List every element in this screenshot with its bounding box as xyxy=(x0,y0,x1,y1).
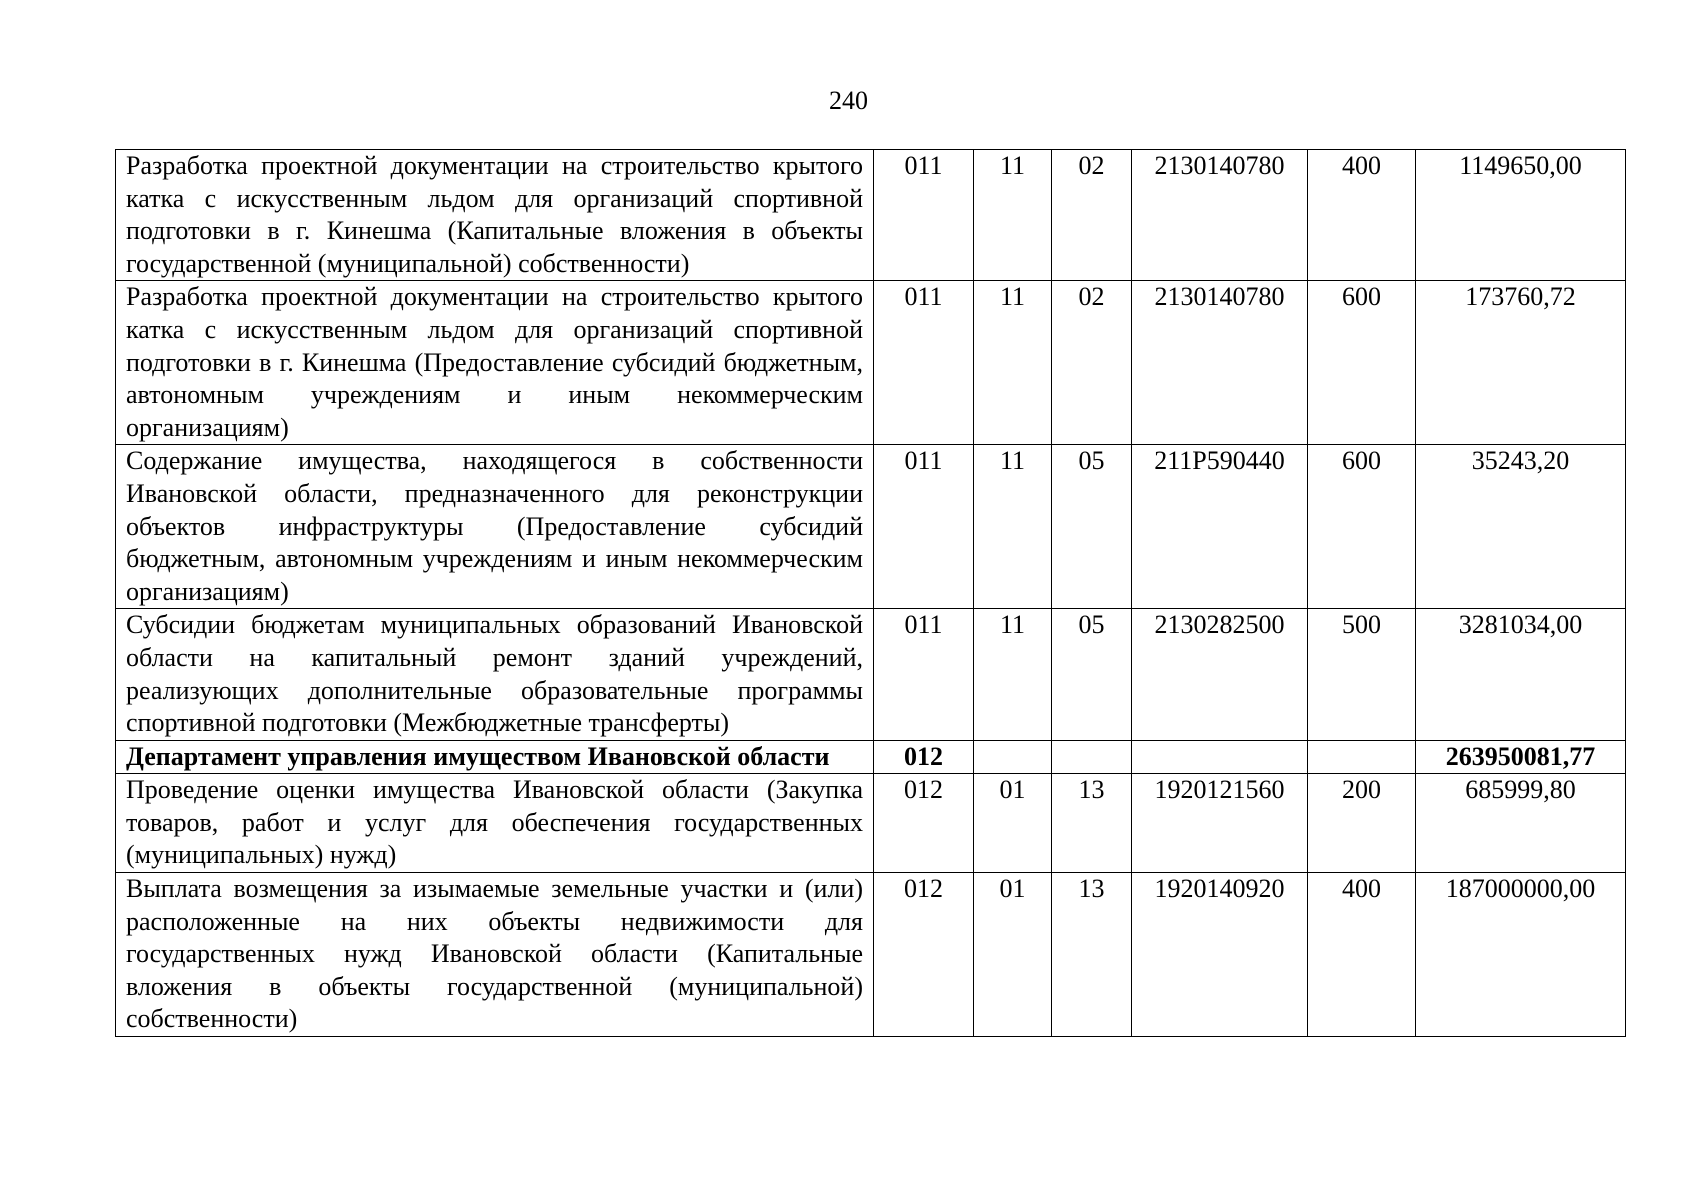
section-code: 01 xyxy=(974,873,1052,1037)
table-row xyxy=(116,445,1626,609)
ministry-code: 011 xyxy=(874,609,974,740)
amount: 685999,80 xyxy=(1416,774,1626,873)
ministry-code: 012 xyxy=(874,873,974,1037)
table-row xyxy=(116,609,1626,740)
subsection-code: 02 xyxy=(1052,150,1132,281)
expense-type-code xyxy=(1308,740,1416,774)
table-row xyxy=(116,774,1626,873)
subsection-code: 05 xyxy=(1052,445,1132,609)
target-article-code: 1920140920 xyxy=(1132,873,1308,1037)
amount: 35243,20 xyxy=(1416,445,1626,609)
section-code xyxy=(974,740,1052,774)
section-code: 11 xyxy=(974,150,1052,281)
table-row xyxy=(116,873,1626,1037)
target-article-code: 2130140780 xyxy=(1132,281,1308,445)
expense-type-code: 400 xyxy=(1308,150,1416,281)
expense-type-code: 600 xyxy=(1308,445,1416,609)
department-row xyxy=(116,740,1626,774)
amount: 173760,72 xyxy=(1416,281,1626,445)
table-row xyxy=(116,281,1626,445)
target-article-code xyxy=(1132,740,1308,774)
section-code: 01 xyxy=(974,774,1052,873)
subsection-code: 05 xyxy=(1052,609,1132,740)
ministry-code: 012 xyxy=(874,774,974,873)
ministry-code: 011 xyxy=(874,281,974,445)
target-article-code: 2130282500 xyxy=(1132,609,1308,740)
row-description: Содержание имущества, находящегося в собственности Ивановской области, предназначенного для реконструкции объектов инфраструктуры (Предоставление субсидий бюджетным, автономным учреждениям и иным некоммерческим организациям) xyxy=(116,445,874,609)
table-row xyxy=(116,150,1626,281)
amount: 1149650,00 xyxy=(1416,150,1626,281)
target-article-code: 211Р590440 xyxy=(1132,445,1308,609)
page-number: 240 xyxy=(829,86,868,115)
subsection-code xyxy=(1052,740,1132,774)
department-title: Департамент управления имуществом Ивановской области xyxy=(116,740,874,774)
ministry-code: 012 xyxy=(874,740,974,774)
section-code: 11 xyxy=(974,281,1052,445)
subsection-code: 13 xyxy=(1052,873,1132,1037)
row-description: Проведение оценки имущества Ивановской области (Закупка товаров, работ и услуг для обеспечения государственных (муниципальных) нужд) xyxy=(116,774,874,873)
expense-type-code: 500 xyxy=(1308,609,1416,740)
row-description: Субсидии бюджетам муниципальных образований Ивановской области на капитальный ремонт зданий учреждений, реализующих дополнительные образовательные программы спортивной подготовки (Межбюджетные трансферты) xyxy=(116,609,874,740)
subsection-code: 02 xyxy=(1052,281,1132,445)
section-code: 11 xyxy=(974,445,1052,609)
row-description: Разработка проектной документации на строительство крытого катка с искусственным льдом для организаций спортивной подготовки в г. Кинешма (Предоставление субсидий бюджетным, автономным учреждениям и иным некоммерческим организациям) xyxy=(116,281,874,445)
section-code: 11 xyxy=(974,609,1052,740)
department-total-amount: 263950081,77 xyxy=(1416,740,1626,774)
ministry-code: 011 xyxy=(874,150,974,281)
expense-type-code: 200 xyxy=(1308,774,1416,873)
row-description: Разработка проектной документации на строительство крытого катка с искусственным льдом для организаций спортивной подготовки в г. Кинешма (Капитальные вложения в объекты государственной (муниципальной) собственности) xyxy=(116,150,874,281)
subsection-code: 13 xyxy=(1052,774,1132,873)
ministry-code: 011 xyxy=(874,445,974,609)
amount: 187000000,00 xyxy=(1416,873,1626,1037)
row-description: Выплата возмещения за изымаемые земельные участки и (или) расположенные на них объекты недвижимости для государственных нужд Ивановской области (Капитальные вложения в объекты государственной (муниципальной) собственности) xyxy=(116,873,874,1037)
expense-type-code: 400 xyxy=(1308,873,1416,1037)
amount: 3281034,00 xyxy=(1416,609,1626,740)
target-article-code: 2130140780 xyxy=(1132,150,1308,281)
target-article-code: 1920121560 xyxy=(1132,774,1308,873)
expense-type-code: 600 xyxy=(1308,281,1416,445)
budget-table xyxy=(115,149,1626,1037)
